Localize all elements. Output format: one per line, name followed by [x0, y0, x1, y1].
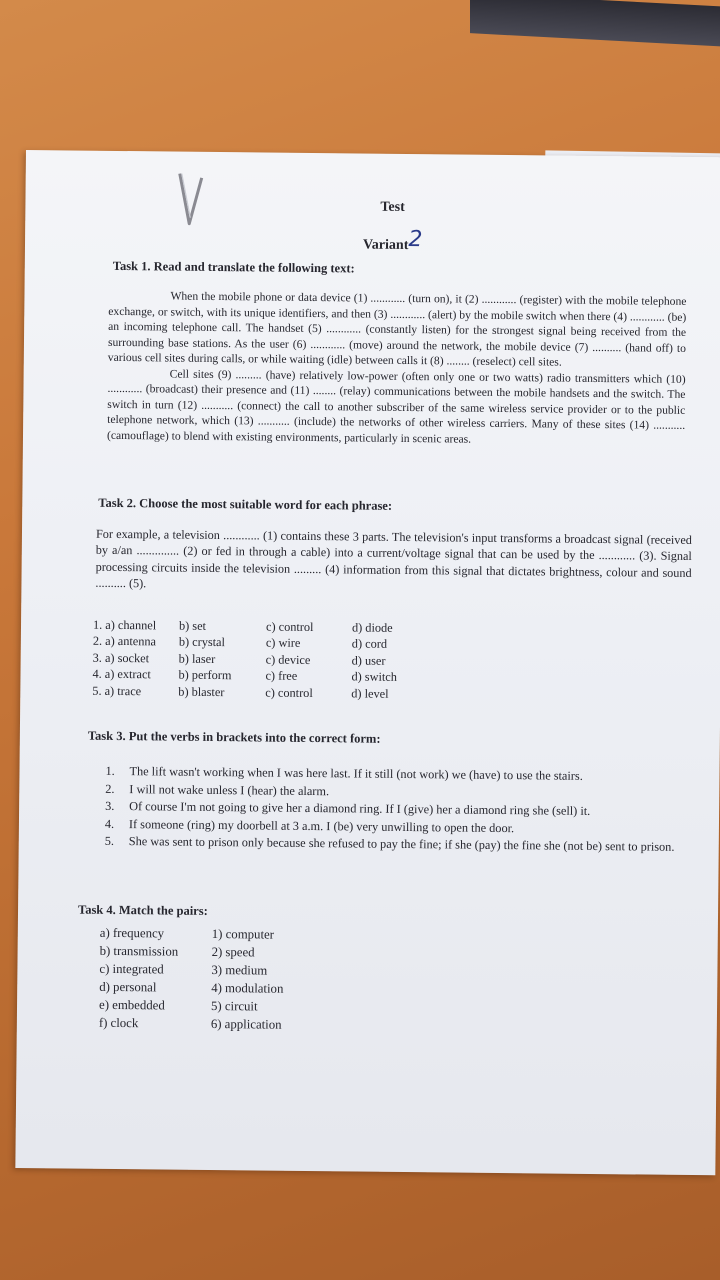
variant-line [362, 227, 423, 256]
option-c: c) control [265, 619, 314, 635]
pair-right: 4) modulation [211, 980, 284, 996]
background-dark-object [470, 0, 720, 47]
paperclip-icon [175, 172, 206, 227]
option-c: c) control [265, 685, 313, 700]
pair-right: 5) circuit [210, 998, 258, 1014]
task4-pairs [99, 924, 284, 1034]
variant-number-handwritten: 2 [408, 227, 423, 253]
item-text: Of course I'm not going to give her a diamond ring. If I (give) her a diamond ring she (sell) it. [129, 799, 591, 819]
task3-list [105, 763, 706, 857]
pair-row [100, 942, 284, 962]
item-number: 5. [104, 834, 115, 849]
item-text: She was sent to prison only because she refused to pay the fine; if she (pay) the fine she (not be) sent to prison. [128, 834, 675, 855]
option-d: d) switch [351, 669, 398, 685]
task1-text [107, 288, 687, 449]
pair-left: c) integrated [99, 961, 164, 977]
option-c: c) device [265, 652, 311, 667]
pair-row [99, 978, 283, 998]
pair-left: e) embedded [98, 997, 165, 1013]
pair-left: b) transmission [99, 943, 179, 959]
task3-heading: Task 3. Put the verbs in brackets into the correct form: [87, 728, 381, 746]
pair-left: a) frequency [99, 925, 165, 941]
item-text: I will not wake unless I (hear) the alarm. [129, 781, 330, 798]
task2-options [92, 617, 432, 703]
pair-row [100, 924, 284, 944]
task2-heading: Task 2. Choose the most suitable word for each phrase: [98, 495, 393, 513]
pair-row [99, 960, 283, 980]
pair-row [99, 1014, 283, 1034]
option-b: b) crystal [178, 635, 226, 650]
option-d: d) cord [351, 636, 388, 652]
task4-heading: Task 4. Match the pairs: [77, 902, 208, 918]
item-number: 4. [104, 816, 115, 831]
pair-left: d) personal [99, 979, 157, 995]
option-d: d) diode [351, 620, 393, 635]
option-c: c) free [265, 668, 298, 684]
pair-row [99, 996, 283, 1016]
pair-right: 6) application [210, 1016, 282, 1032]
option-b: b) blaster [178, 684, 225, 699]
option-d: d) level [351, 686, 389, 701]
option-row [92, 682, 431, 702]
item-text: The lift wasn't working when I was here last. If it still (not work) we (have) to use the stairs. [129, 764, 583, 783]
task1-paragraph-1: When the mobile phone or data device (1) ............ (turn on), it (2) ............ (register) with the mobile telephone exchange, or switch, with its unique identifiers, and then (3) ............ (alert) by the mobile switch when there (4) ............ (be) an incoming telephone call. The handset (5) ............ (constantly listen) for the strongest signal being received from the surrounding base stations. As the user (6) ............ (move) around the network, the mobile device (7) .......... (hand off) to various cell sites during calls, or while waiting (idle) between calls it (8) ........ (reselect) cell sites. [107, 289, 687, 369]
item-text: If someone (ring) my doorbell at 3 a.m. I (be) very unwilling to open the door. [128, 816, 515, 835]
task1-heading: Task 1. Read and translate the following text: [112, 258, 355, 276]
item-number: 3. [105, 799, 115, 814]
task1-paragraph-2: Cell sites (9) ......... (have) relatively low-power (often only one or two watts) radio transmitters which (10) ............ (broadcast) their presence and (11) ........ (relay) communications between the mobile handsets and the switch. The switch in turn (12) ........... (connect) the call to another subscriber of the same wireless service provider or to the public telephone network, which (13) ........... (include) the networks of other wireless carriers. Many of these sites (14) ........... (camouflage) to blend with existing environments, particularly in scenic areas. [106, 367, 686, 446]
option-a: 4. a) extract [92, 666, 151, 682]
option-c: c) wire [265, 635, 301, 651]
pair-right: 1) computer [211, 926, 275, 942]
item-number: 1. [105, 763, 115, 778]
option-b: b) laser [178, 651, 216, 666]
pair-left: f) clock [98, 1015, 139, 1031]
test-sheet [15, 150, 720, 1175]
option-a: 1. a) channel [92, 617, 157, 633]
option-a: 2. a) antenna [92, 634, 157, 649]
variant-label: Variant [362, 237, 409, 254]
pair-right: 2) speed [211, 944, 255, 960]
option-a: 5. a) trace [92, 683, 142, 698]
item-number: 2. [105, 781, 115, 796]
option-b: b) perform [178, 667, 232, 683]
page-title: Test [380, 199, 405, 215]
task2-text: For example, a television ............ (1) contains these 3 parts. The television's input transforms a broadcast signal (received by a/an .............. (2) or fed in through a cable) into a current/voltage signal that can be used by the ............ (3). Signal processing circuits inside the television ......... (4) information from this signal that dictates brightness, colour and sound .......... (5). [95, 526, 693, 591]
pair-right: 3) medium [211, 962, 268, 978]
option-d: d) user [351, 653, 386, 668]
option-a: 3. a) socket [92, 650, 150, 666]
option-b: b) set [178, 618, 207, 633]
